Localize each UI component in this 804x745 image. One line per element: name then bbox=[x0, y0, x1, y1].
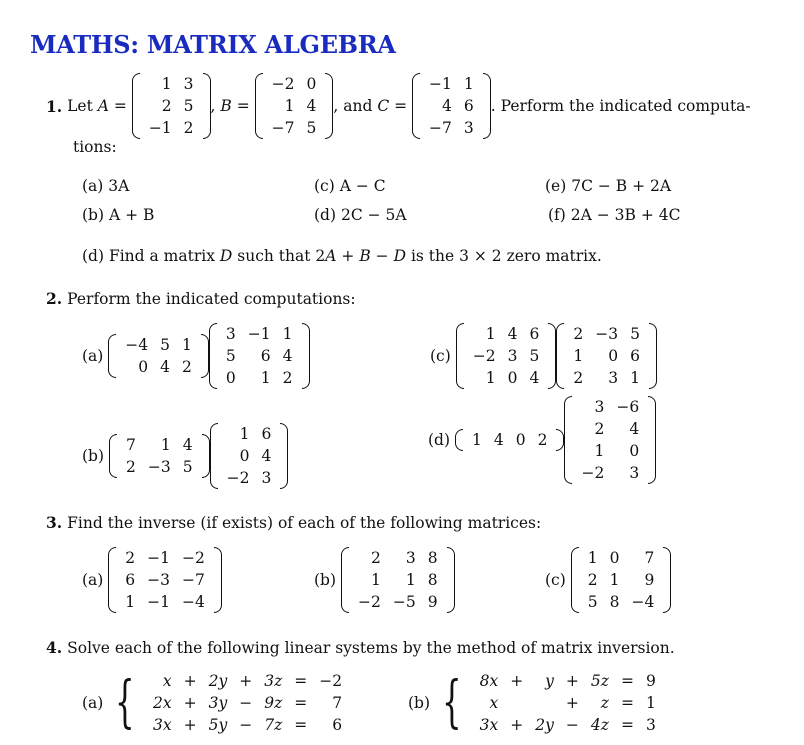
left-paren-icon bbox=[455, 429, 463, 451]
matrix-entry: −4 bbox=[182, 593, 205, 611]
matrix-entry: 3 bbox=[507, 347, 518, 365]
matrix-entry: 5 bbox=[225, 347, 236, 365]
page-title: MATHS: MATRIX ALGEBRA bbox=[30, 30, 396, 59]
matrix-entry: 4 bbox=[182, 436, 193, 454]
matrix-entry: 0 bbox=[239, 447, 250, 465]
matrix-entry: −2 bbox=[581, 464, 605, 482]
matrix-entry: 2 bbox=[537, 431, 548, 449]
left-paren-icon bbox=[108, 547, 116, 613]
q2-part-a: (a) −4 5 1 0 4 2 3 −1 1 5 6 4 0 1 2 bbox=[82, 323, 310, 389]
system-term: = bbox=[294, 672, 308, 690]
system-term: 7 bbox=[332, 694, 343, 712]
matrix-entry: 3 bbox=[405, 549, 416, 567]
matrix-entry: 4 bbox=[442, 97, 452, 115]
system-term: 3z bbox=[264, 672, 283, 690]
matrix-entry: −7 bbox=[182, 571, 205, 589]
matrix-entry: −5 bbox=[392, 593, 416, 611]
system-term: x bbox=[162, 672, 172, 690]
matrix-entry: −1 bbox=[148, 119, 172, 137]
q2a-matrix-1 bbox=[108, 334, 209, 378]
matrix-entry: 4 bbox=[507, 325, 518, 343]
left-brace-icon: { bbox=[442, 670, 462, 735]
matrix-entry: 1 bbox=[161, 75, 172, 93]
matrix-entry: −2 bbox=[182, 549, 205, 567]
q2a-matrix-2 bbox=[209, 323, 310, 389]
system-term: − bbox=[565, 716, 579, 734]
q1-part-a: (a) 3A bbox=[82, 177, 130, 195]
right-paren-icon bbox=[202, 434, 210, 478]
right-paren-icon bbox=[201, 334, 209, 378]
right-paren-icon bbox=[649, 323, 657, 389]
q4a-system bbox=[147, 670, 348, 736]
matrix-entry: −7 bbox=[271, 119, 295, 137]
matrix-entry: 2 bbox=[125, 549, 136, 567]
left-paren-icon bbox=[341, 547, 349, 613]
system-term: z bbox=[600, 694, 609, 712]
matrix-entry: 4 bbox=[261, 447, 272, 465]
matrix-entry: 1 bbox=[463, 75, 474, 93]
matrix-entry: 4 bbox=[529, 369, 540, 387]
matrix-entry: 1 bbox=[594, 442, 605, 460]
system-term: 6 bbox=[332, 716, 343, 734]
matrix-entry: −7 bbox=[429, 119, 452, 137]
system-term: 5z bbox=[590, 672, 609, 690]
matrix-entry: 7 bbox=[644, 549, 655, 567]
matrix-entry: 1 bbox=[609, 571, 620, 589]
q1-part-e: (e) 7C − B + 2A bbox=[545, 177, 672, 195]
matrix-entry: 2 bbox=[282, 369, 293, 387]
left-paren-icon bbox=[571, 547, 579, 613]
matrix-entry: −4 bbox=[631, 593, 655, 611]
q3-part-a: (a) 2 −1 −2 6 −3 −7 1 −1 −4 bbox=[82, 547, 222, 613]
matrix-entry: 5 bbox=[587, 593, 598, 611]
matrix-entry: 3 bbox=[629, 464, 640, 482]
matrix-entry: 5 bbox=[306, 119, 317, 137]
left-paren-icon bbox=[556, 323, 564, 389]
right-paren-icon bbox=[648, 396, 656, 484]
matrix-entry: 1 bbox=[485, 325, 496, 343]
matrix-entry: 0 bbox=[507, 369, 518, 387]
matrix-entry: 2 bbox=[182, 358, 192, 376]
q1-and: , and bbox=[333, 97, 373, 115]
system-term: + bbox=[565, 694, 579, 712]
matrix-entry: 1 bbox=[239, 425, 250, 443]
matrix-entry: −2 bbox=[271, 75, 295, 93]
matrix-entry: −2 bbox=[226, 469, 250, 487]
matrix-entry: 1 bbox=[260, 369, 271, 387]
matrix-entry: 2 bbox=[161, 97, 172, 115]
system-term: + bbox=[183, 672, 197, 690]
system-term: 2y bbox=[208, 672, 228, 690]
q4-statement: 4. Solve each of the following linear systems by the method of matrix inversion. bbox=[46, 638, 675, 657]
matrix-entry: 1 bbox=[573, 347, 584, 365]
system-term: 3 bbox=[645, 716, 656, 734]
matrix-entry: 8 bbox=[427, 549, 438, 567]
matrix-C bbox=[412, 73, 491, 139]
q1-continuation: tions: bbox=[73, 138, 117, 156]
matrix-entry: 0 bbox=[138, 358, 149, 376]
q1-part-c: (c) A − C bbox=[314, 177, 386, 195]
q2b-matrix-2 bbox=[210, 423, 289, 489]
q3-statement: 3. Find the inverse (if exists) of each of the following matrices: bbox=[46, 513, 542, 532]
matrix-entry: 2 bbox=[573, 369, 584, 387]
matrix-entry: 1 bbox=[284, 97, 295, 115]
matrix-entry: 3 bbox=[183, 75, 194, 93]
q3-part-b: (b) 2 3 8 1 1 8 −2 −5 9 bbox=[314, 547, 455, 613]
matrix-entry: 0 bbox=[629, 442, 640, 460]
matrix-entry: 3 bbox=[463, 119, 474, 137]
left-paren-icon bbox=[132, 73, 140, 139]
matrix-entry: −1 bbox=[247, 325, 271, 343]
matrix-entry: 6 bbox=[260, 347, 271, 365]
matrix-entry: 3 bbox=[261, 469, 272, 487]
right-paren-icon bbox=[663, 547, 671, 613]
matrix-entry: 4 bbox=[493, 431, 504, 449]
matrix-entry: 1 bbox=[485, 369, 496, 387]
matrix-entry: 0 bbox=[225, 369, 236, 387]
matrix-entry: 3 bbox=[608, 369, 619, 387]
matrix-entry: −1 bbox=[429, 75, 452, 93]
q4-part-b: (b) { 8x + y + 5z = 9 x + z = 1 3x + 2y − 4z = 3 bbox=[408, 670, 662, 736]
matrix-entry: −3 bbox=[595, 325, 619, 343]
right-paren-icon bbox=[325, 73, 333, 139]
matrix-entry: 3 bbox=[594, 398, 605, 416]
right-paren-icon bbox=[280, 423, 288, 489]
system-term: + bbox=[510, 716, 524, 734]
matrix-entry: 5 bbox=[529, 347, 540, 365]
matrix-entry: 8 bbox=[609, 593, 620, 611]
matrix-entry: −3 bbox=[147, 458, 171, 476]
q2b-matrix-1 bbox=[109, 434, 210, 478]
q3-part-c: (c) 1 0 7 2 1 9 5 8 −4 bbox=[545, 547, 671, 613]
system-term: = bbox=[620, 716, 634, 734]
q3a-matrix bbox=[108, 547, 222, 613]
left-paren-icon bbox=[412, 73, 420, 139]
matrix-entry: 1 bbox=[630, 369, 640, 387]
q1-number: 1. bbox=[46, 96, 63, 116]
system-term: 9z bbox=[264, 694, 283, 712]
matrix-entry: −6 bbox=[616, 398, 640, 416]
matrix-entry: 4 bbox=[629, 420, 640, 438]
left-paren-icon bbox=[209, 323, 217, 389]
system-term: 9 bbox=[645, 672, 656, 690]
right-paren-icon bbox=[203, 73, 211, 139]
matrix-entry: 6 bbox=[261, 425, 272, 443]
system-term: x bbox=[489, 694, 499, 712]
matrix-entry: 5 bbox=[183, 97, 194, 115]
matrix-entry: 1 bbox=[125, 593, 136, 611]
matrix-entry: 7 bbox=[125, 436, 136, 454]
q2c-matrix-2 bbox=[556, 323, 657, 389]
q4-part-a: (a) { x + 2y + 3z = −2 2x + 3y − 9z = 7 3x + 5y − 7z = 6 bbox=[82, 670, 348, 736]
system-term: = bbox=[620, 694, 634, 712]
system-term: −2 bbox=[319, 672, 343, 690]
system-term: 8x bbox=[479, 672, 499, 690]
right-paren-icon bbox=[483, 73, 491, 139]
matrix-entry: 1 bbox=[160, 436, 171, 454]
matrix-entry: 6 bbox=[463, 97, 474, 115]
q2d-matrix-2 bbox=[564, 396, 656, 484]
q4b-system bbox=[474, 670, 662, 736]
left-paren-icon bbox=[108, 334, 116, 378]
q2-part-d: (d) 1 4 0 2 3 −6 2 4 1 0 −2 3 bbox=[428, 396, 656, 484]
matrix-entry: 0 bbox=[609, 549, 620, 567]
matrix-entry: 4 bbox=[282, 347, 293, 365]
right-paren-icon bbox=[556, 429, 564, 451]
matrix-A bbox=[132, 73, 211, 139]
matrix-entry: 6 bbox=[630, 347, 640, 365]
system-term: = bbox=[294, 694, 308, 712]
matrix-entry: 5 bbox=[182, 458, 193, 476]
right-paren-icon bbox=[214, 547, 222, 613]
q1-part-b: (b) A + B bbox=[82, 206, 155, 224]
q3c-matrix bbox=[571, 547, 672, 613]
matrix-entry: −1 bbox=[147, 549, 171, 567]
matrix-entry: 9 bbox=[644, 571, 655, 589]
matrix-entry: 5 bbox=[630, 325, 640, 343]
matrix-entry: 3 bbox=[225, 325, 236, 343]
left-paren-icon bbox=[564, 396, 572, 484]
q2c-matrix-1 bbox=[456, 323, 557, 389]
system-term: 2x bbox=[152, 694, 172, 712]
system-term: + bbox=[565, 672, 579, 690]
matrix-entry: −2 bbox=[357, 593, 381, 611]
system-term: + bbox=[510, 672, 524, 690]
system-term: + bbox=[183, 694, 197, 712]
system-term: − bbox=[239, 694, 253, 712]
matrix-entry: 1 bbox=[405, 571, 416, 589]
matrix-entry: 1 bbox=[587, 549, 598, 567]
matrix-B bbox=[255, 73, 334, 139]
matrix-entry: 0 bbox=[608, 347, 619, 365]
right-paren-icon bbox=[447, 547, 455, 613]
matrix-entry: 1 bbox=[282, 325, 293, 343]
system-term: − bbox=[239, 716, 253, 734]
matrix-entry: 1 bbox=[471, 431, 482, 449]
q1-statement: 1. Let A = 1 3 2 5 −1 2 , B = −2 0 1 4 −7 5 , and C = −1 1 4 6 −7 3 . Perform the indicated computa- bbox=[46, 75, 751, 137]
matrix-entry: 4 bbox=[306, 97, 317, 115]
system-term: = bbox=[620, 672, 634, 690]
system-term: 3x bbox=[479, 716, 499, 734]
q1-let: Let bbox=[67, 97, 93, 115]
system-term: + bbox=[239, 672, 253, 690]
q1-part-f: (f) 2A − 3B + 4C bbox=[548, 206, 681, 224]
system-term: = bbox=[294, 716, 308, 734]
q1-part-d: (d) 2C − 5A bbox=[314, 206, 407, 224]
matrix-entry: 5 bbox=[160, 336, 171, 354]
system-term bbox=[529, 692, 560, 714]
q3b-matrix bbox=[341, 547, 455, 613]
matrix-entry: 2 bbox=[125, 458, 136, 476]
matrix-entry: −4 bbox=[125, 336, 149, 354]
q1-perform: . Perform the indicated computa- bbox=[490, 97, 751, 115]
left-brace-icon: { bbox=[115, 670, 135, 735]
left-paren-icon bbox=[210, 423, 218, 489]
matrix-entry: 8 bbox=[427, 571, 438, 589]
matrix-entry: 2 bbox=[573, 325, 584, 343]
system-term: 3x bbox=[152, 716, 172, 734]
q2-part-b: (b) 7 1 4 2 −3 5 1 6 0 4 −2 3 bbox=[82, 423, 288, 489]
system-term: 7z bbox=[264, 716, 283, 734]
matrix-entry: 2 bbox=[370, 549, 381, 567]
q1-part-last: (d) Find a matrix D such that 2A + B − D is the 3 × 2 zero matrix. bbox=[82, 247, 602, 265]
matrix-entry: 0 bbox=[515, 431, 526, 449]
system-term: 4z bbox=[590, 716, 609, 734]
left-paren-icon bbox=[456, 323, 464, 389]
left-paren-icon bbox=[109, 434, 117, 478]
system-term: 5y bbox=[208, 716, 228, 734]
right-paren-icon bbox=[548, 323, 556, 389]
left-paren-icon bbox=[255, 73, 263, 139]
matrix-entry: −1 bbox=[147, 593, 171, 611]
matrix-entry: 1 bbox=[370, 571, 381, 589]
matrix-entry: 9 bbox=[427, 593, 438, 611]
matrix-entry: −3 bbox=[147, 571, 171, 589]
matrix-entry: 6 bbox=[125, 571, 136, 589]
matrix-entry: 6 bbox=[529, 325, 540, 343]
matrix-entry: 4 bbox=[160, 358, 171, 376]
matrix-entry: −2 bbox=[472, 347, 496, 365]
system-term: + bbox=[183, 716, 197, 734]
system-term: 3y bbox=[208, 694, 228, 712]
matrix-entry: 2 bbox=[183, 119, 194, 137]
system-term bbox=[504, 692, 529, 714]
matrix-entry: 2 bbox=[587, 571, 598, 589]
matrix-entry: 1 bbox=[182, 336, 192, 354]
q2d-matrix-1 bbox=[455, 429, 565, 451]
q2-part-c: (c) 1 4 6 −2 3 5 1 0 4 2 −3 5 1 0 6 2 3 1 bbox=[430, 323, 657, 389]
system-term: 2y bbox=[535, 716, 554, 734]
system-term: y bbox=[545, 672, 554, 690]
matrix-entry: 2 bbox=[594, 420, 605, 438]
matrix-entry: 0 bbox=[306, 75, 317, 93]
q2-statement: 2. Perform the indicated computations: bbox=[46, 289, 356, 308]
system-term: 1 bbox=[645, 694, 656, 712]
right-paren-icon bbox=[302, 323, 310, 389]
